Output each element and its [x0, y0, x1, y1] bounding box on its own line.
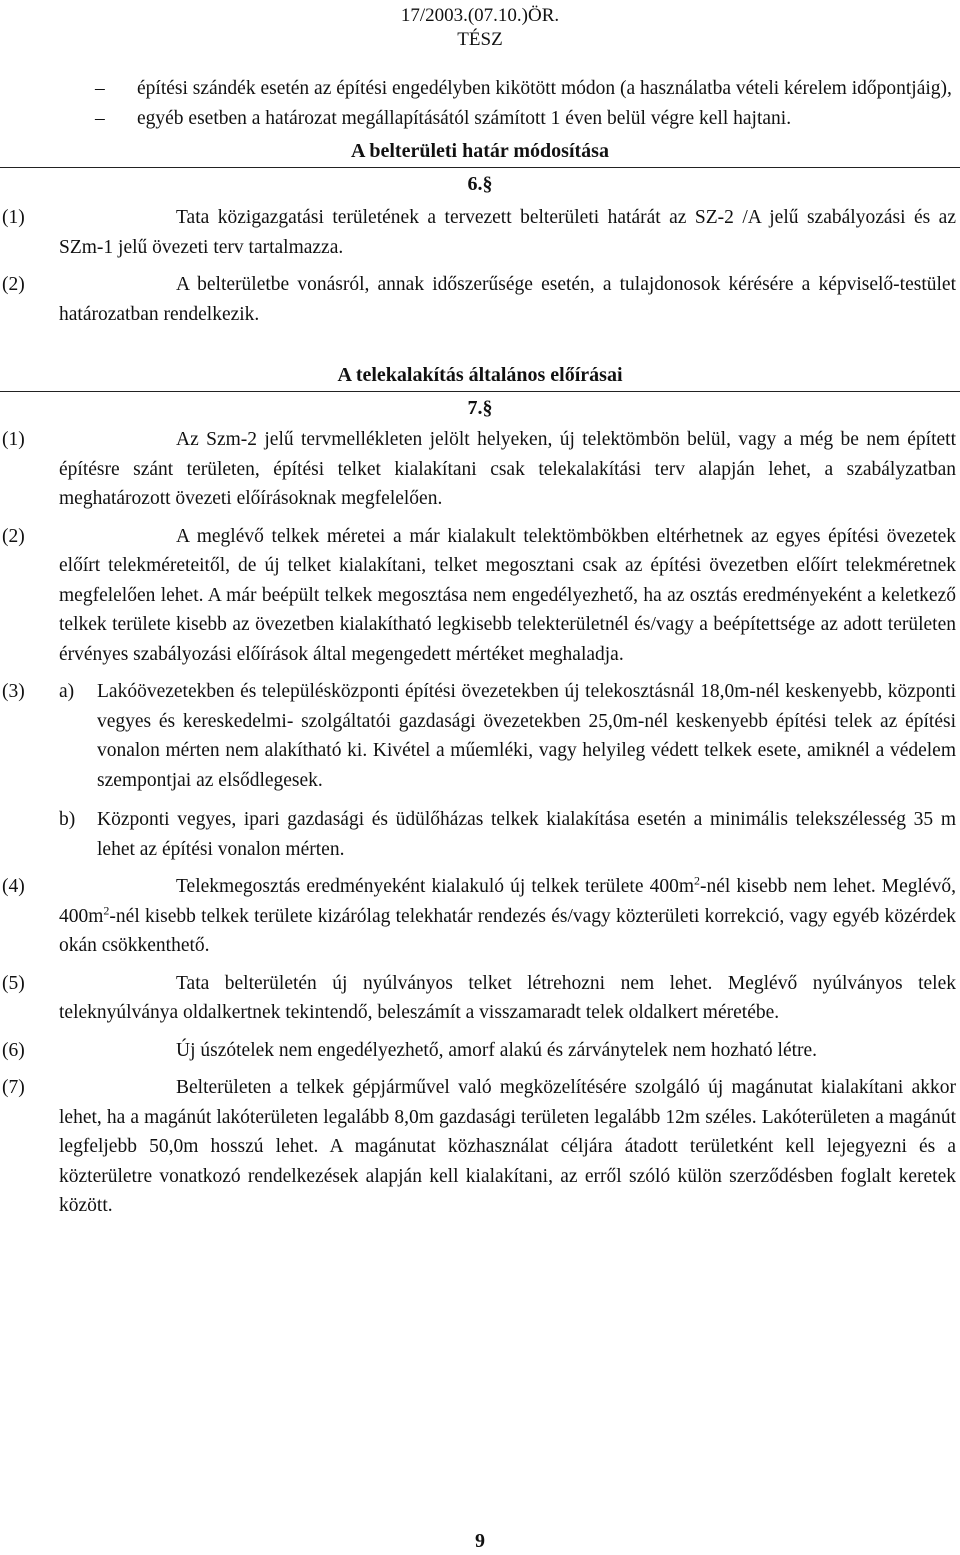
paragraph-text: Tata belterületén új nyúlványos telket létrehozni nem lehet. Meglévő nyúlványos telek teleknyúlványa oldalkertnek tekintendő, beleszámít a visszamaradt telek oldalkert méretébe.	[59, 972, 956, 1023]
page-number: 9	[475, 1530, 485, 1552]
paragraph	[0, 1036, 960, 1066]
paragraph	[0, 203, 960, 262]
paragraph-text: Az Szm-2 jelű tervmellékleten jelölt helyeken, új telektömbön belül, vagy a még be nem épített építésre szánt területen, építési telket kialakítani csak telekalakítási terv alapján lehet, a szabályzatban meghatározott övezeti előírásoknak megfelelően.	[59, 429, 956, 509]
subitem-a-lead: a)	[59, 681, 75, 702]
document-type: TÉSZ	[457, 29, 503, 50]
paragraph-number: (3)	[2, 681, 25, 702]
paragraph-number: (2)	[2, 525, 25, 547]
heading-divider	[0, 167, 960, 168]
paragraph-number: (6)	[2, 1039, 25, 1061]
paragraph-number: (5)	[2, 972, 25, 994]
paragraph-text: A meglévő telkek méretei a már kialakult telektömbökben eltérhetnek az egyes építési övezetek előírt telekméreteitől, de új telket kialakítani, telket megosztani csak az építési övezetben előírt telekméretnek megfelelően lehet. A már beépült telkek megosztása nem engedélyezhető, ha az osztás eredményeként a keletkező telkek területe kisebb az övezetben kialakítható legkisebb telekterületnél és/vagy a beépítettsége az adott területen érvényes szabályozási előírások által megengedett mértéket meghaladja.	[59, 525, 956, 665]
section-6-number: 6.§	[467, 172, 493, 195]
list-item	[0, 104, 960, 134]
dash-bullet: –	[95, 107, 105, 129]
paragraph-number: (4)	[2, 876, 25, 897]
page-header	[0, 4, 960, 52]
paragraph-text: -nél kisebb nem lehet. Meglévő, 400m	[59, 876, 956, 927]
paragraph-number: (1)	[2, 429, 25, 450]
regulation-number: 17/2003.(07.10.)ÖR.	[400, 5, 560, 26]
paragraph	[0, 872, 960, 961]
document-body	[0, 74, 960, 1221]
heading-divider	[0, 391, 960, 392]
list-item-text: egyéb esetben a határozat megállapításától számított 1 éven belül végre kell hajtani.	[137, 107, 792, 129]
list-item	[0, 74, 960, 104]
paragraph	[0, 969, 960, 1028]
superscript: 2	[693, 873, 700, 888]
subitem-b-text: Központi vegyes, ipari gazdasági és üdülőházas telkek kialakítása esetén a minimális telekszélesség 35 m lehet az építési vonalon mérten.	[97, 809, 956, 860]
section-6-title: A belterületi határ módosítása	[351, 140, 609, 162]
paragraph-text: Tata közigazgatási területének a tervezett belterületi határát az SZ-2 /A jelű szabályozási és az SZm-1 jelű övezeti terv tartalmazza.	[59, 207, 956, 258]
paragraph-number: (7)	[2, 1077, 25, 1098]
paragraph	[0, 677, 960, 795]
paragraph	[0, 522, 960, 670]
superscript: 2	[103, 903, 110, 917]
paragraph-number: (1)	[2, 207, 25, 228]
paragraph	[0, 1073, 960, 1221]
subitem-a-text: Lakóövezetekben és településközponti építési övezetekben új telekosztásnál 18,0m-nél keskenyebb, központi vegyes és kereskedelmi- szolgáltatói gazdasági övezetekben 25,0m-nél keskenyebb építési telek az építési vonalon mérten nem alakítható ki. Kivétel a műemléki, vagy helyileg védett telkek esete, amiknél a védelem szempontjai az elsődlegesek.	[97, 681, 956, 791]
paragraph	[0, 805, 960, 864]
paragraph-text: Telekmegosztás eredményeként kialakuló új telkek területe 400m	[176, 876, 694, 897]
paragraph-text: Új úszótelek nem engedélyezhető, amorf alakú és zárványtelek nem hozható létre.	[176, 1039, 818, 1061]
section-7-number: 7.§	[467, 396, 493, 419]
paragraph-text: Belterületen a telkek gépjárművel való megközelítésére szolgáló új magánutat kialakítani akkor lehet, ha a magánút lakóterületen legalább 8,0m gazdasági területen legalább 12m széles. Lakóterületen a magánút legfeljebb 50,0m hosszú lehet. A magánutat közhasználat céljára átadott területként kell lejegyezni és a közterületre vonatkozó rendelkezések alapján kell kialakítani, az erről szóló külön szerződésben foglalt keretek között.	[59, 1077, 956, 1216]
list-item-text: építési szándék esetén az építési engedélyben kikötött módon (a használatba vételi kérelem időpontjáig),	[137, 78, 952, 99]
subitem-b-lead: b)	[59, 809, 76, 830]
paragraph-number: (2)	[2, 274, 25, 295]
section-7-title: A telekalakítás általános előírásai	[337, 364, 623, 386]
dash-bullet: –	[95, 78, 105, 99]
paragraph	[0, 425, 960, 514]
paragraph-text: A belterületbe vonásról, annak időszerűsége esetén, a tulajdonosok kérésére a képviselő-testület határozatban rendelkezik.	[59, 274, 956, 325]
paragraph-text: -nél kisebb telkek területe kizárólag telekhatár rendezés és/vagy közterületi korrekció, vagy egyéb közérdek okán csökkenthető.	[59, 905, 956, 956]
paragraph	[0, 270, 960, 329]
